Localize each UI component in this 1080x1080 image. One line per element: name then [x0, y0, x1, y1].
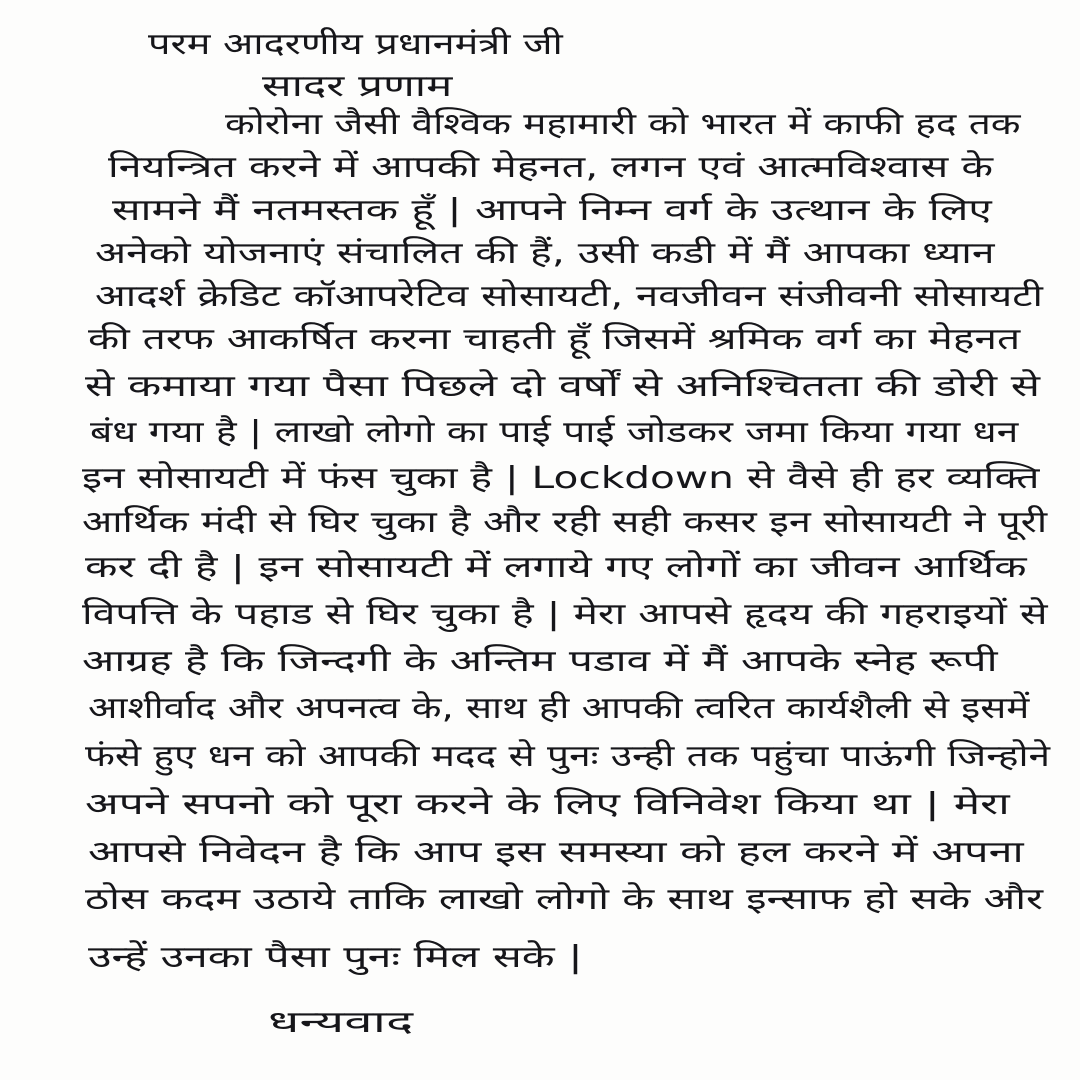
letter-body-line: कोरोना जैसी वैश्विक महामारी को भारत में काफी हद तक	[225, 107, 1021, 142]
letter-body-line: अपने सपनो को पूरा करने के लिए विनिवेश किया था | मेरा	[85, 787, 1010, 822]
letter-body-line: कर दी है | इन सोसायटी में लगाये गए लोगों का जीवन आर्थिक	[85, 550, 1027, 585]
letter-body-line: आशीर्वाद और अपनत्व के, साथ ही आपकी त्वरित कार्यशैली से इसमें	[88, 691, 1030, 726]
letter-body-line: ठोस कदम उठाये ताकि लाखो लोगो के साथ इन्साफ हो सके और	[85, 882, 1044, 917]
letter-body-line: इन सोसायटी में फंस चुका है | Lockdown से वैसे ही हर व्यक्ति	[82, 461, 1040, 496]
letter-body-line: आदर्श क्रेडिट कॉआपरेटिव सोसायटी, नवजीवन संजीवनी सोसायटी	[95, 279, 1043, 314]
letter-body-line: नियन्त्रित करने में आपकी मेहनत, लगन एवं आत्मविश्वास के	[108, 150, 994, 185]
letter-body-line: उन्हें उनका पैसा पुनः मिल सके |	[88, 940, 583, 975]
letter-body-line: फंसे हुए धन को आपकी मदद से पुनः उन्ही तक पहुंचा पाऊंगी जिन्होने	[85, 739, 1051, 774]
letter-body-line: से कमाया गया पैसा पिछले दो वर्षों से अनिश्चितता की डोरी से	[85, 369, 1041, 404]
letter-body-line: बंध गया है | लाखो लोगो का पाई पाई जोडकर जमा किया गया धन	[90, 415, 1019, 450]
letter-body-line: अनेको योजनाएं संचालित की हैं, उसी कडी में मैं आपका ध्यान	[95, 236, 995, 271]
letter-body-line: सामने मैं नतमस्तक हूँ | आपने निम्न वर्ग के उत्थान के लिए	[112, 193, 992, 228]
letter-body-line: आर्थिक मंदी से घिर चुका है और रही सही कसर इन सोसायटी ने पूरी	[82, 505, 1048, 540]
letter-body-line: विपत्ति के पहाड से घिर चुका है | मेरा आपसे हृदय की गहराइयों से	[82, 597, 1048, 632]
letter-body-line: की तरफ आकर्षित करना चाहती हूँ जिसमें श्रमिक वर्ग का मेहनत	[88, 322, 1021, 357]
letter-salutation: परम आदरणीय प्रधानमंत्री जी	[148, 27, 563, 62]
letter-greeting: सादर प्रणाम	[262, 69, 453, 104]
letter-body-line: आग्रह है कि जिन्दगी के अन्तिम पडाव में मैं आपके स्नेह रूपी	[82, 644, 998, 679]
letter-closing: धन्यवाद	[268, 1005, 414, 1040]
letter-body-line: आपसे निवेदन है कि आप इस समस्या को हल करने में अपना	[88, 835, 1024, 870]
